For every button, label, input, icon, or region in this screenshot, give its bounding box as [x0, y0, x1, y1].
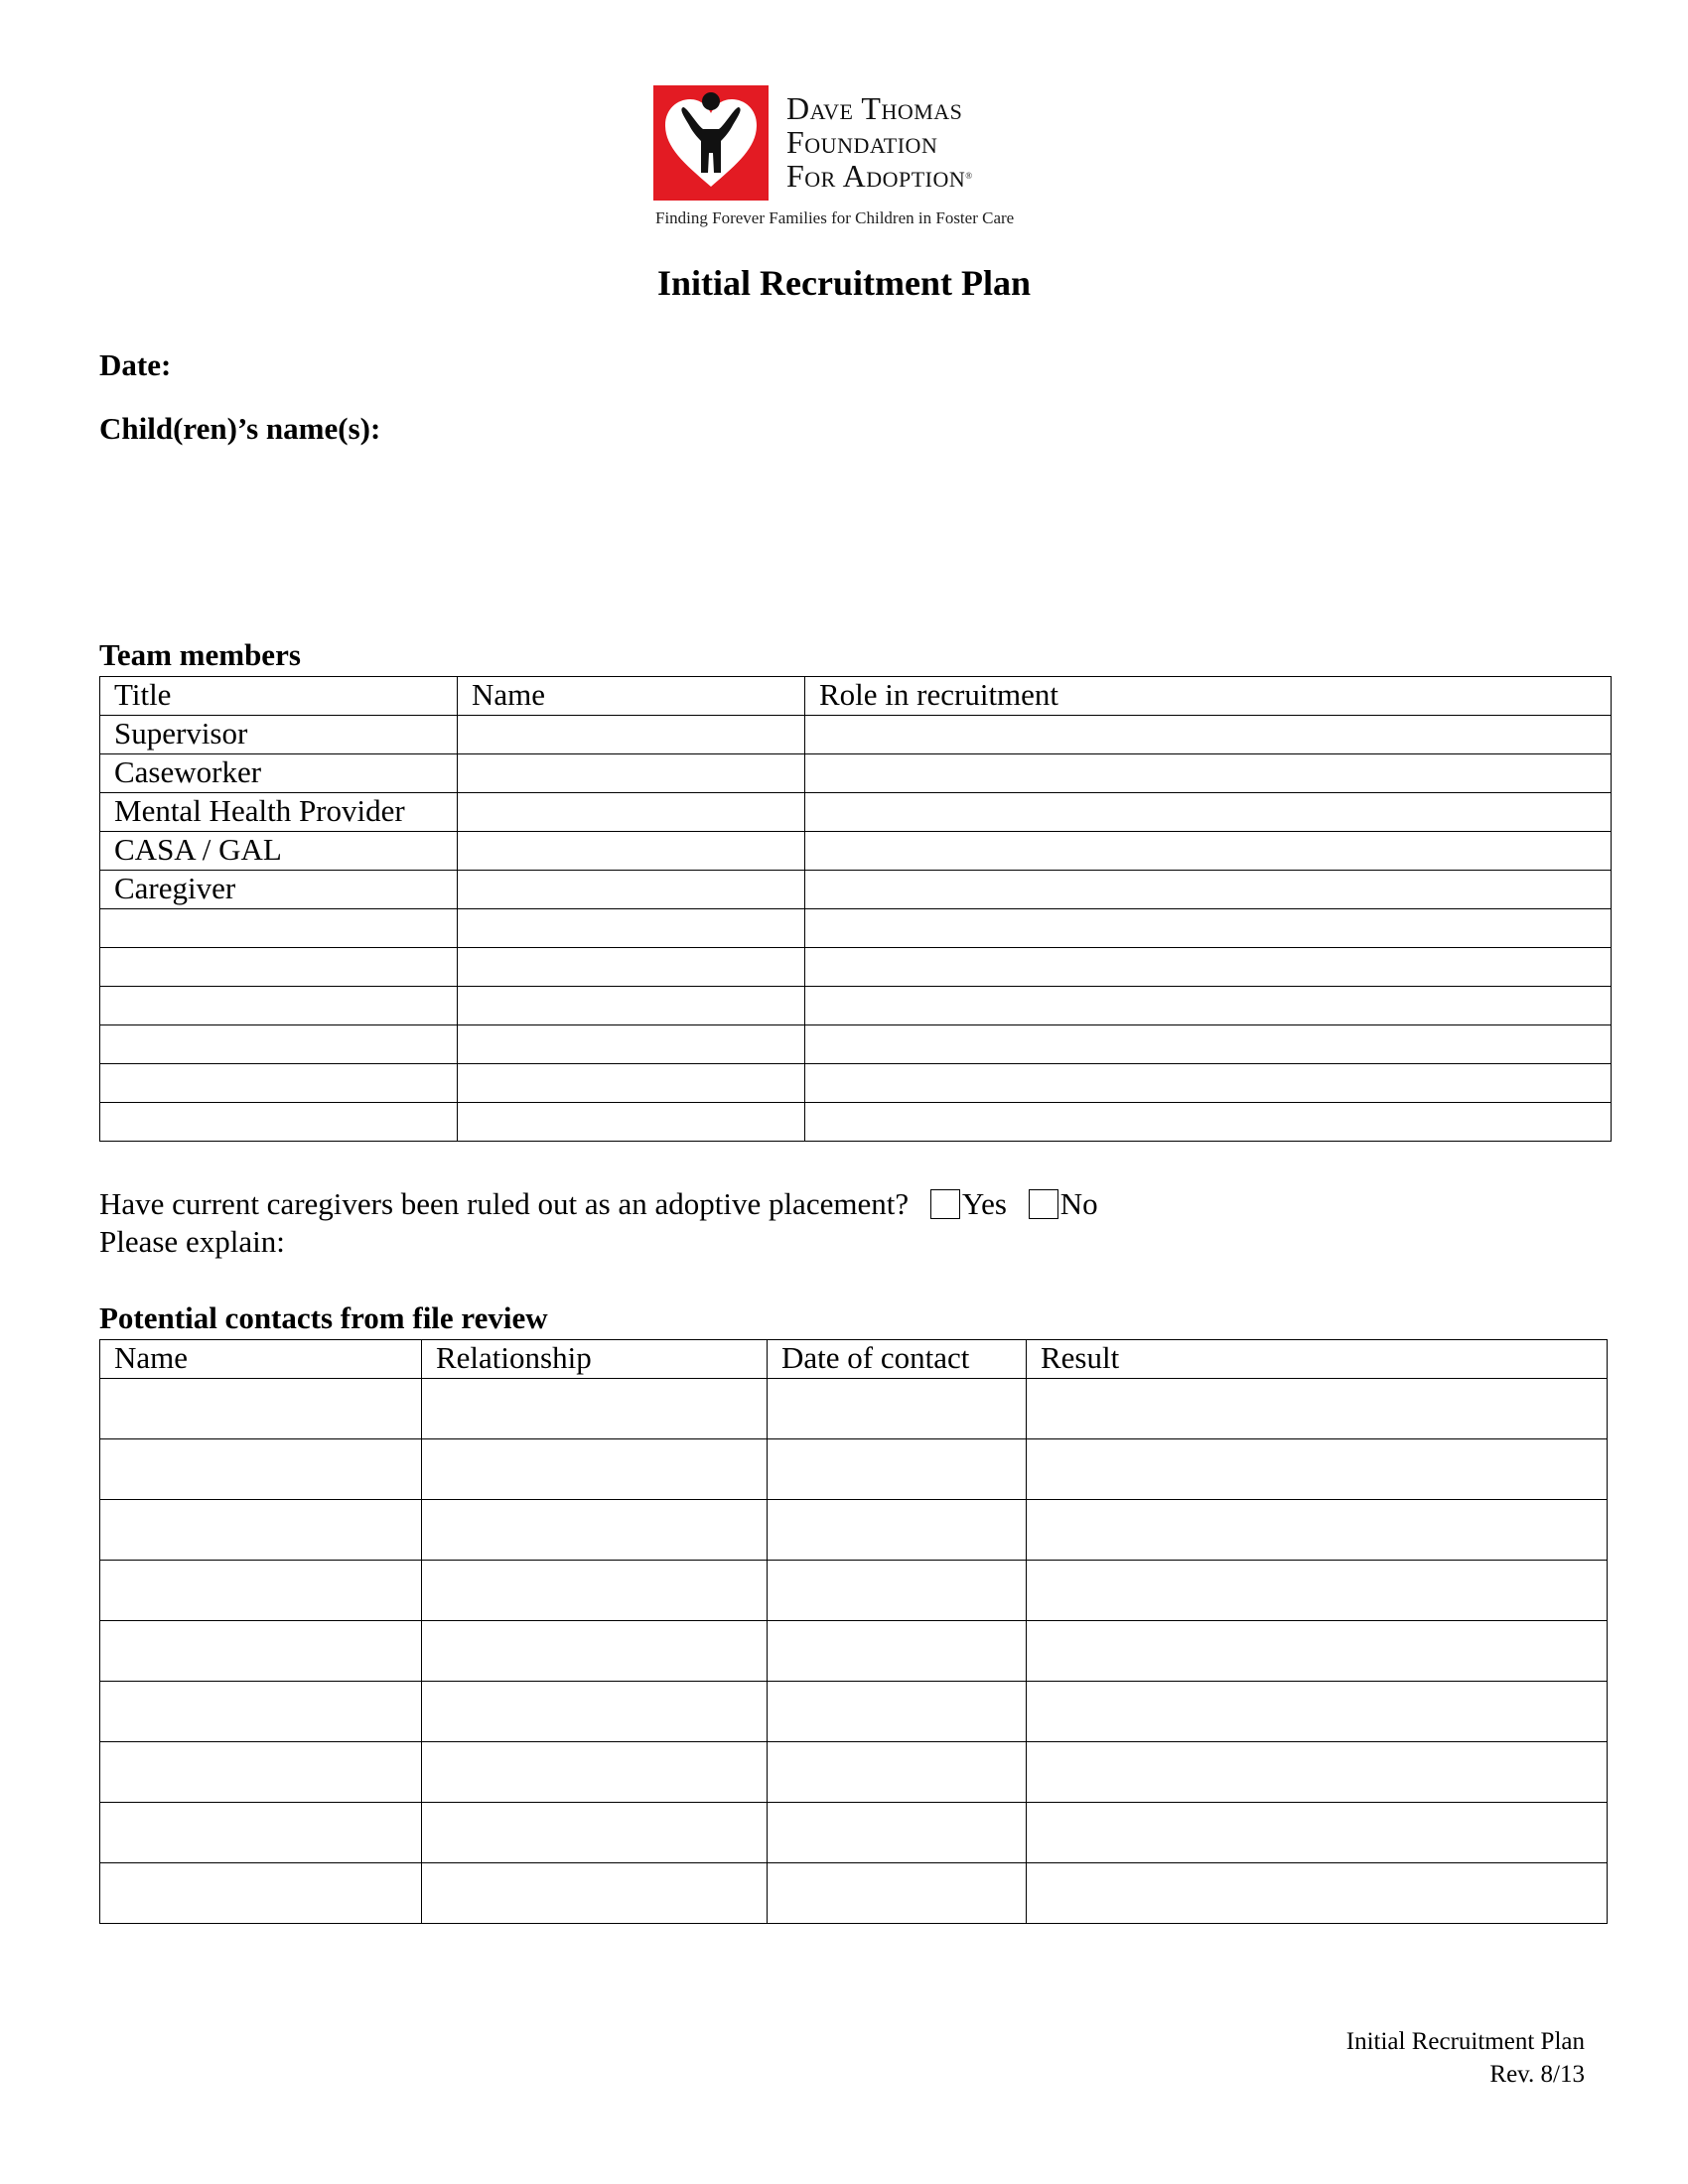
table-cell[interactable] [422, 1803, 768, 1863]
team-member-row [100, 1064, 1612, 1103]
table-cell[interactable] [458, 793, 805, 832]
table-cell: Supervisor [100, 716, 458, 754]
contact-row [100, 1742, 1608, 1803]
caregivers-question [99, 1186, 1098, 1222]
table-cell[interactable] [458, 948, 805, 987]
team-member-row [100, 716, 1612, 754]
table-header-row [100, 1340, 1608, 1379]
table-cell[interactable] [458, 1103, 805, 1142]
table-cell[interactable] [458, 716, 805, 754]
logo-wordmark [786, 91, 1064, 193]
team-member-row [100, 832, 1612, 871]
table-cell: Caregiver [100, 871, 458, 909]
children-names-label: Child(ren)’s name(s): [99, 411, 381, 446]
table-cell[interactable] [768, 1682, 1027, 1742]
table-cell[interactable] [1027, 1621, 1608, 1682]
footer-revision: Rev. 8/13 [1489, 2061, 1585, 2088]
table-cell: Caseworker [100, 754, 458, 793]
logo-name-line3: For Adoption® [786, 158, 973, 194]
table-cell[interactable] [422, 1500, 768, 1561]
table-cell[interactable] [805, 948, 1612, 987]
contact-row [100, 1621, 1608, 1682]
table-cell[interactable] [100, 1379, 422, 1439]
table-cell[interactable] [458, 987, 805, 1025]
table-cell: CASA / GAL [100, 832, 458, 871]
table-cell[interactable] [422, 1682, 768, 1742]
no-checkbox[interactable] [1029, 1189, 1058, 1219]
heart-child-icon [653, 85, 769, 201]
table-cell[interactable] [1027, 1379, 1608, 1439]
team-member-row [100, 1103, 1612, 1142]
explain-label: Please explain: [99, 1224, 285, 1259]
table-cell[interactable] [100, 1682, 422, 1742]
team-member-row [100, 909, 1612, 948]
table-cell[interactable] [100, 1863, 422, 1924]
column-header: Date of contact [768, 1340, 1027, 1379]
table-cell[interactable] [1027, 1863, 1608, 1924]
date-label: Date: [99, 347, 172, 382]
table-cell[interactable] [422, 1379, 768, 1439]
footer-title: Initial Recruitment Plan [1345, 2028, 1585, 2055]
column-header: Role in recruitment [805, 677, 1612, 716]
column-header: Result [1027, 1340, 1608, 1379]
table-cell[interactable] [100, 1103, 458, 1142]
table-cell[interactable] [100, 909, 458, 948]
table-cell[interactable] [458, 1064, 805, 1103]
table-cell[interactable] [422, 1863, 768, 1924]
team-member-row [100, 793, 1612, 832]
table-cell[interactable] [100, 1064, 458, 1103]
logo-name-line2: Foundation [786, 124, 938, 160]
table-cell[interactable] [768, 1439, 1027, 1500]
team-member-row [100, 1025, 1612, 1064]
table-cell[interactable] [768, 1803, 1027, 1863]
page-title: Initial Recruitment Plan [657, 263, 1031, 303]
table-cell[interactable] [1027, 1439, 1608, 1500]
column-header: Relationship [422, 1340, 768, 1379]
table-header-row [100, 677, 1612, 716]
table-cell[interactable] [805, 1103, 1612, 1142]
team-member-row [100, 871, 1612, 909]
table-cell[interactable] [422, 1439, 768, 1500]
table-cell[interactable] [1027, 1682, 1608, 1742]
logo-name-line1: Dave Thomas [786, 90, 963, 126]
footer [1346, 2025, 1585, 2091]
table-cell[interactable] [458, 871, 805, 909]
table-cell[interactable] [805, 1064, 1612, 1103]
table-cell[interactable] [422, 1561, 768, 1621]
column-header: Title [100, 677, 458, 716]
caregivers-question-text: Have current caregivers been ruled out as an adoptive placement? [99, 1186, 910, 1221]
logo-tagline: Finding Forever Families for Children in Foster Care [655, 208, 1015, 227]
table-cell[interactable] [768, 1500, 1027, 1561]
table-cell[interactable] [768, 1561, 1027, 1621]
team-member-row [100, 754, 1612, 793]
table-cell[interactable] [100, 1561, 422, 1621]
table-cell[interactable] [100, 948, 458, 987]
table-cell[interactable] [768, 1742, 1027, 1803]
contact-row [100, 1439, 1608, 1500]
table-cell[interactable] [805, 909, 1612, 948]
team-member-row [100, 948, 1612, 987]
table-cell[interactable] [100, 1742, 422, 1803]
yes-checkbox[interactable] [930, 1189, 960, 1219]
table-cell[interactable] [805, 1025, 1612, 1064]
table-cell[interactable] [458, 754, 805, 793]
potential-contacts-table [99, 1339, 1608, 1924]
logo [653, 85, 1070, 234]
table-cell[interactable] [768, 1621, 1027, 1682]
table-cell[interactable] [1027, 1500, 1608, 1561]
table-cell[interactable] [100, 1621, 422, 1682]
table-cell[interactable] [805, 754, 1612, 793]
table-cell[interactable] [100, 1439, 422, 1500]
table-cell[interactable] [1027, 1803, 1608, 1863]
table-cell[interactable] [458, 832, 805, 871]
contact-row [100, 1682, 1608, 1742]
table-cell[interactable] [805, 716, 1612, 754]
table-cell[interactable] [805, 871, 1612, 909]
table-cell[interactable] [458, 909, 805, 948]
table-cell[interactable] [805, 793, 1612, 832]
table-cell[interactable] [805, 987, 1612, 1025]
contact-row [100, 1500, 1608, 1561]
yes-label: Yes [961, 1186, 1007, 1221]
table-cell[interactable] [458, 1025, 805, 1064]
table-cell[interactable] [768, 1379, 1027, 1439]
column-header: Name [100, 1340, 422, 1379]
team-members-heading: Team members [99, 637, 301, 672]
team-members-table [99, 676, 1612, 1142]
team-member-row [100, 987, 1612, 1025]
no-label: No [1059, 1186, 1098, 1221]
table-cell[interactable] [768, 1863, 1027, 1924]
contact-row [100, 1561, 1608, 1621]
contact-row [100, 1863, 1608, 1924]
table-cell: Mental Health Provider [100, 793, 458, 832]
table-cell[interactable] [100, 987, 458, 1025]
table-cell[interactable] [1027, 1742, 1608, 1803]
table-cell[interactable] [100, 1803, 422, 1863]
table-cell[interactable] [1027, 1561, 1608, 1621]
column-header: Name [458, 677, 805, 716]
contact-row [100, 1803, 1608, 1863]
table-cell[interactable] [100, 1500, 422, 1561]
table-cell[interactable] [805, 832, 1612, 871]
table-cell[interactable] [100, 1025, 458, 1064]
table-cell[interactable] [422, 1742, 768, 1803]
table-cell[interactable] [422, 1621, 768, 1682]
contact-row [100, 1379, 1608, 1439]
potential-contacts-heading: Potential contacts from file review [99, 1300, 548, 1335]
